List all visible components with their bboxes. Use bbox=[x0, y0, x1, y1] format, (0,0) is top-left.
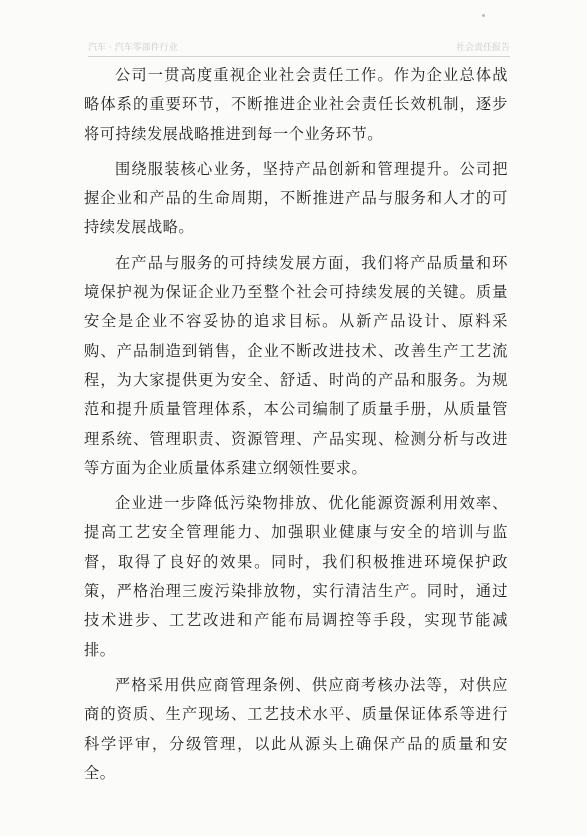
header-right-text: 社会责任报告 bbox=[455, 43, 510, 53]
paragraph-2: 围绕服装核心业务，坚持产品创新和管理提升。公司把握企业和产品的生命周期，不断推进产品与服务和人才的可持续发展战略。 bbox=[84, 159, 508, 237]
paragraph-4: 企业进一步降低污染物排放、优化能源资源利用效率、提高工艺安全管理能力、加强职业健康与安全的培训与监督，取得了良好的效果。同时，我们积极推进环境保护政策，严格治理三废污染排放物，实行清洁生产。同时，通过技术进步、工艺改进和产能布局调控等手段，实现节能减排。 bbox=[84, 494, 508, 659]
body-text bbox=[84, 61, 508, 794]
paragraph-5: 严格采用供应商管理条例、供应商考核办法等，对供应商的资质、生产现场、工艺技术水平、质量保证体系等进行科学评审，分级管理，以此从源头上确保产品的质量和安全。 bbox=[84, 675, 508, 782]
paragraph-3: 在产品与服务的可持续发展方面，我们将产品质量和环境保护视为保证企业乃至整个社会可持续发展的关键。质量安全是企业不容妥协的追求目标。从新产品设计、原料采购、产品制造到销售，企业不断改进技术、改善生产工艺流程，为大家提供更为安全、舒适、时尚的产品和服务。为规范和提升质量管理体系，本公司编制了质量手册，从质量管理系统、管理职责、资源管理、产品实现、检测分析与改进等方面为企业质量体系建立纲领性要求。 bbox=[84, 253, 508, 477]
header-left-text: 汽车 · 汽车零部件行业 bbox=[88, 43, 178, 53]
scan-speck bbox=[482, 14, 485, 17]
page-header bbox=[88, 40, 510, 57]
paragraph-1: 公司一贯高度重视企业社会责任工作。作为企业总体战略体系的重要环节，不断推进企业社会责任长效机制，逐步将可持续发展战略推进到每一个业务环节。 bbox=[84, 66, 508, 143]
